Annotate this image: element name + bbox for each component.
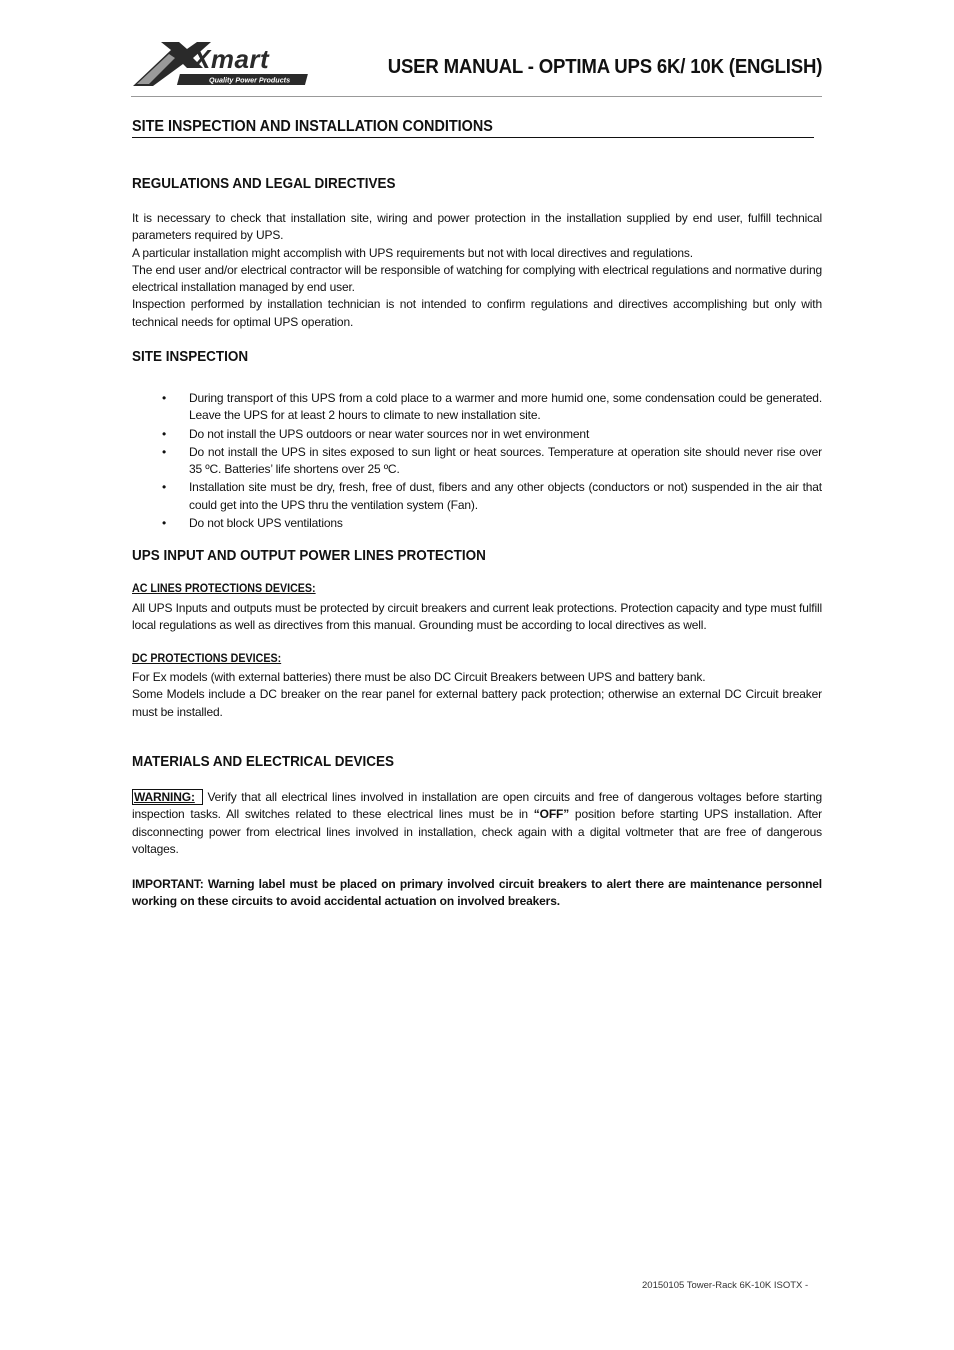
logo-tagline: Quality Power Products	[209, 75, 291, 85]
ac-protections-text	[132, 600, 822, 635]
document-title: USER MANUAL - OPTIMA UPS 6K/ 10K (ENGLISH)	[387, 56, 822, 78]
important-paragraph: IMPORTANT: Warning label must be placed on primary involved circuit breakers to alert there are maintenance personnel working on these circuits to avoid accidental actuation on involved breakers.	[132, 877, 822, 909]
dc-paragraph: Some Models include a DC breaker on the rear panel for external battery pack protection; otherwise an external DC Circuit breaker must be installed.	[132, 687, 822, 719]
list-item-text: Do not block UPS ventilations	[189, 516, 343, 531]
bullet-icon: •	[162, 391, 167, 405]
xmart-logo	[131, 40, 321, 88]
dc-protections-text	[132, 669, 822, 721]
list-item-text: Installation site must be dry, fresh, free of dust, fibers and any other objects (conductors or not) suspended in the air that could get into the UPS thru the ventilation system (Fan).	[189, 480, 822, 512]
section-title-underline	[132, 137, 814, 138]
dc-paragraph: For Ex models (with external batteries) there must be also DC Circuit Breakers between UPS and battery bank.	[132, 670, 706, 684]
bullet-icon: •	[162, 444, 167, 459]
list-item	[132, 426, 822, 443]
bullet-icon: •	[162, 480, 167, 495]
regulations-paragraph: It is necessary to check that installation site, wiring and power protection in the installation supplied by end user, fulfill technical parameters required by UPS.	[132, 211, 822, 243]
list-item	[132, 515, 822, 532]
important-text	[132, 876, 822, 911]
off-keyword: “OFF”	[533, 807, 570, 822]
warning-label: WARNING:	[132, 789, 203, 805]
list-item-text: Do not install the UPS outdoors or near water sources nor in wet environment	[189, 426, 590, 441]
warning-text	[132, 789, 822, 858]
regulations-heading: REGULATIONS AND LEGAL DIRECTIVES	[132, 176, 396, 192]
bullet-icon: •	[162, 516, 167, 531]
header-divider	[131, 96, 822, 97]
site-inspection-heading: SITE INSPECTION	[132, 349, 249, 365]
list-item-text: During transport of this UPS from a cold place to a warmer and more humid one, some condensation could be generated. Leave the UPS for at least 2 hours to climate to new installation site.	[189, 391, 822, 423]
warning-text-part: position before starting UPS installation. After disconnecting power from electrical lines involved in installation, check again with a digital voltmeter that are free of dangerous voltages.	[132, 807, 822, 856]
section-title: SITE INSPECTION AND INSTALLATION CONDITIONS	[132, 118, 493, 135]
ac-paragraph: All UPS Inputs and outputs must be protected by circuit breakers and current leak protections. Protection capacity and type must fulfill local regulations as well as directives from this manual. Grounding must be according to local directives as well.	[132, 601, 822, 633]
regulations-paragraph: A particular installation might accomplish with UPS requirements but not with local directives and regulations.	[132, 245, 693, 260]
materials-heading: MATERIALS AND ELECTRICAL DEVICES	[132, 754, 394, 770]
warning-text-part: Verify that all electrical lines involved in installation are open circuits and free of dangerous voltages before starting inspection tasks. All switches related to these electrical lines must be in	[132, 790, 822, 822]
footer-reference: 20150105 Tower-Rack 6K-10K ISOTX -	[642, 1280, 809, 1291]
logo-wordmark: Xmart	[193, 44, 270, 74]
list-item	[132, 444, 822, 479]
regulations-paragraph: The end user and/or electrical contractor will be responsible of watching for complying with electrical regulations and normative during electrical installation managed by end user.	[132, 262, 822, 295]
dc-protections-heading: DC PROTECTIONS DEVICES:	[132, 653, 282, 665]
warning-paragraph	[132, 789, 822, 858]
list-item	[132, 390, 822, 425]
list-item-text: Do not install the UPS in sites exposed to sun light or heat sources. Temperature at operation site should never rise over 35 ºC. Batteries’ life shortens over 25 ºC.	[189, 444, 822, 477]
list-item	[132, 479, 822, 514]
ac-protections-heading: AC LINES PROTECTIONS DEVICES:	[132, 583, 316, 595]
regulations-paragraph: Inspection performed by installation technician is not intended to confirm regulations and directives accomplishing but only with technical needs for optimal UPS operation.	[132, 297, 822, 329]
power-lines-heading: UPS INPUT AND OUTPUT POWER LINES PROTECTION	[132, 548, 486, 564]
bullet-icon: •	[162, 426, 167, 441]
regulations-text	[132, 210, 822, 331]
site-inspection-list	[132, 390, 822, 533]
